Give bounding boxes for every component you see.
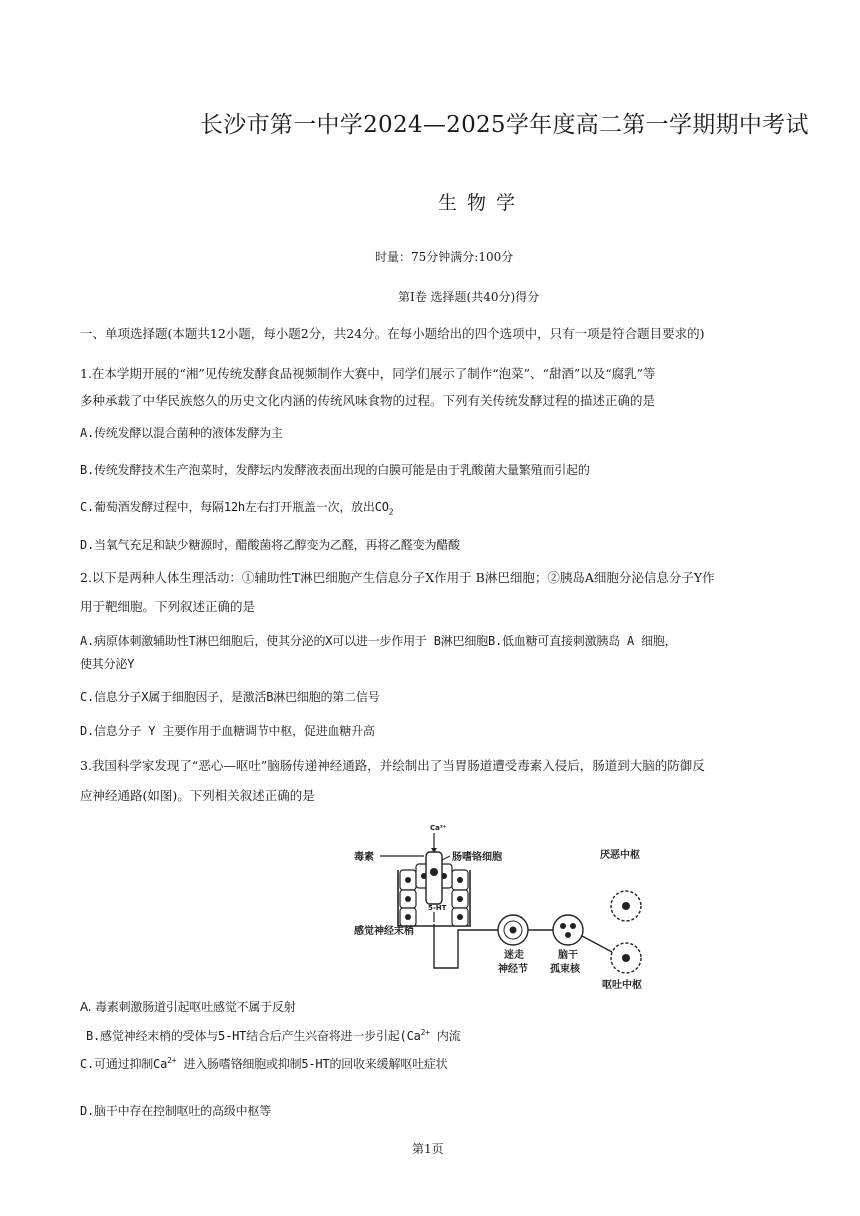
q3-stem-line2: 应神经通路(如图)。下列相关叙述正确的是 bbox=[80, 788, 315, 803]
fig-ca-label: Ca²⁺ bbox=[430, 824, 447, 832]
fig-brainstem-dot-3 bbox=[565, 932, 571, 938]
fig-toxin-label: 毒素 bbox=[354, 852, 374, 863]
q3-option-d: D.脑干中存在控制呕吐的高级中枢等 bbox=[80, 1104, 272, 1118]
q1-option-c: C.葡萄酒发酵过程中，每隔12h左右打开瓶盖一次，放出$CO_2$ bbox=[80, 500, 394, 517]
q1-option-b: B.传统发酵技术生产泡菜时，发酵坛内发酵液表面出现的白膜可能是由于乳酸菌大量繁殖而引起的 bbox=[80, 463, 590, 477]
fig-5ht-label: 5-HT bbox=[428, 904, 447, 912]
q3-option-a: A. 毒素刺激肠道引起呕吐感觉不属于反射 bbox=[80, 1000, 296, 1014]
instructions: 一、单项选择题(本题共12小题，每小题2分，共24分。在每小题给出的四个选项中，只有一项是符合题目要求的) bbox=[80, 326, 705, 341]
q3-option-b: B.感觉神经末梢的受体与5-HT结合后产生兴奋将进一步引起($Ca^{2+}$ 内流 bbox=[86, 1028, 461, 1043]
q3-option-c: C.可通过抑制$Ca^{2+}$ 进入肠嗜铬细胞或抑制5-HT的回收来缓解呕吐症状 bbox=[80, 1056, 448, 1071]
fig-disgust-nucleus bbox=[622, 902, 630, 910]
q2-option-ab-line1: A.病原体刺激辅助性T淋巴细胞后，使其分泌的X可以进一步作用于 B淋巴细胞B.低血糖可直接刺激胰岛 A 细胞， bbox=[80, 634, 677, 648]
fig-brainstem-dot-2 bbox=[570, 923, 576, 929]
page-number: 第1页 bbox=[412, 1142, 444, 1156]
q1-option-a: A.传统发酵以混合菌种的液体发酵为主 bbox=[80, 426, 283, 440]
fig-ec-cell-label: 肠嗜铬细胞 bbox=[452, 852, 502, 863]
q2-stem-line1: 2.以下是两种人体生理活动：①辅助性T淋巴细胞产生信息分子X作用于 B淋巴细胞；②胰岛A细胞分泌信息分子Y作 bbox=[80, 570, 715, 585]
fig-brainstem-to-vomit bbox=[582, 936, 612, 952]
fig-brainstem-label-1: 脑干 bbox=[558, 950, 578, 961]
q3-stem-line1: 3.我国科学家发现了“恶心—呕吐”脑肠传递神经通路，并绘制出了当胃肠道遭受毒素入侵后，肠道到大脑的防御反 bbox=[80, 758, 705, 773]
fig-ec-nucleus bbox=[430, 868, 438, 876]
exam-title: 长沙市第一中学2024—2025学年度高二第一学期期中考试 bbox=[200, 112, 809, 138]
gut-brain-pathway-figure bbox=[350, 818, 670, 990]
q2-stem-line2: 用于靶细胞。下列叙述正确的是 bbox=[80, 599, 256, 614]
q2-option-ab-line2: 使其分泌Y bbox=[80, 657, 135, 671]
fig-vagus-nucleus bbox=[510, 927, 517, 934]
q1-option-d: D.当氧气充足和缺少糖源时，醋酸菌将乙醇变为乙醛，再将乙醛变为醋酸 bbox=[80, 538, 460, 552]
fig-brainstem-dot-1 bbox=[560, 923, 566, 929]
fig-sensory-label: 感觉神经末梢 bbox=[354, 926, 414, 937]
q2-option-c: C.信息分子X属于细胞因子，是激活B淋巴细胞的第二信号 bbox=[80, 690, 380, 704]
fig-disgust-label: 厌恶中枢 bbox=[600, 850, 640, 861]
q1-stem-line2: 多种承载了中华民族悠久的历史文化内涵的传统风味食物的过程。下列有关传统发酵过程的描述正确的是 bbox=[80, 393, 656, 408]
section-heading: 第Ⅰ卷 选择题(共40分)得分 bbox=[398, 290, 540, 304]
fig-brainstem-label-2: 孤束核 bbox=[550, 964, 580, 975]
fig-sensory-nerve bbox=[434, 924, 498, 968]
fig-vagus-label-1: 迷走 bbox=[504, 950, 524, 961]
fig-vagus-label-2: 神经节 bbox=[498, 964, 528, 975]
fig-vomit-nucleus bbox=[622, 954, 630, 962]
fig-brainstem-nucleus bbox=[553, 915, 583, 945]
fig-vomit-label: 呕吐中枢 bbox=[602, 980, 642, 990]
exam-meta: 时量：75分钟满分:100分 bbox=[375, 250, 514, 264]
q2-option-d: D.信息分子 Y 主要作用于血糖调节中枢，促进血糖升高 bbox=[80, 724, 375, 738]
subject-heading: 生物学 bbox=[438, 192, 526, 214]
fig-ec-cell-pointer bbox=[442, 856, 450, 860]
q1-stem-line1: 1.在本学期开展的“湘”见传统发酵食品视频制作大赛中，同学们展示了制作“泡菜”、“甜酒”以及“腐乳”等 bbox=[80, 366, 656, 381]
fig-ec-cell bbox=[426, 852, 442, 904]
